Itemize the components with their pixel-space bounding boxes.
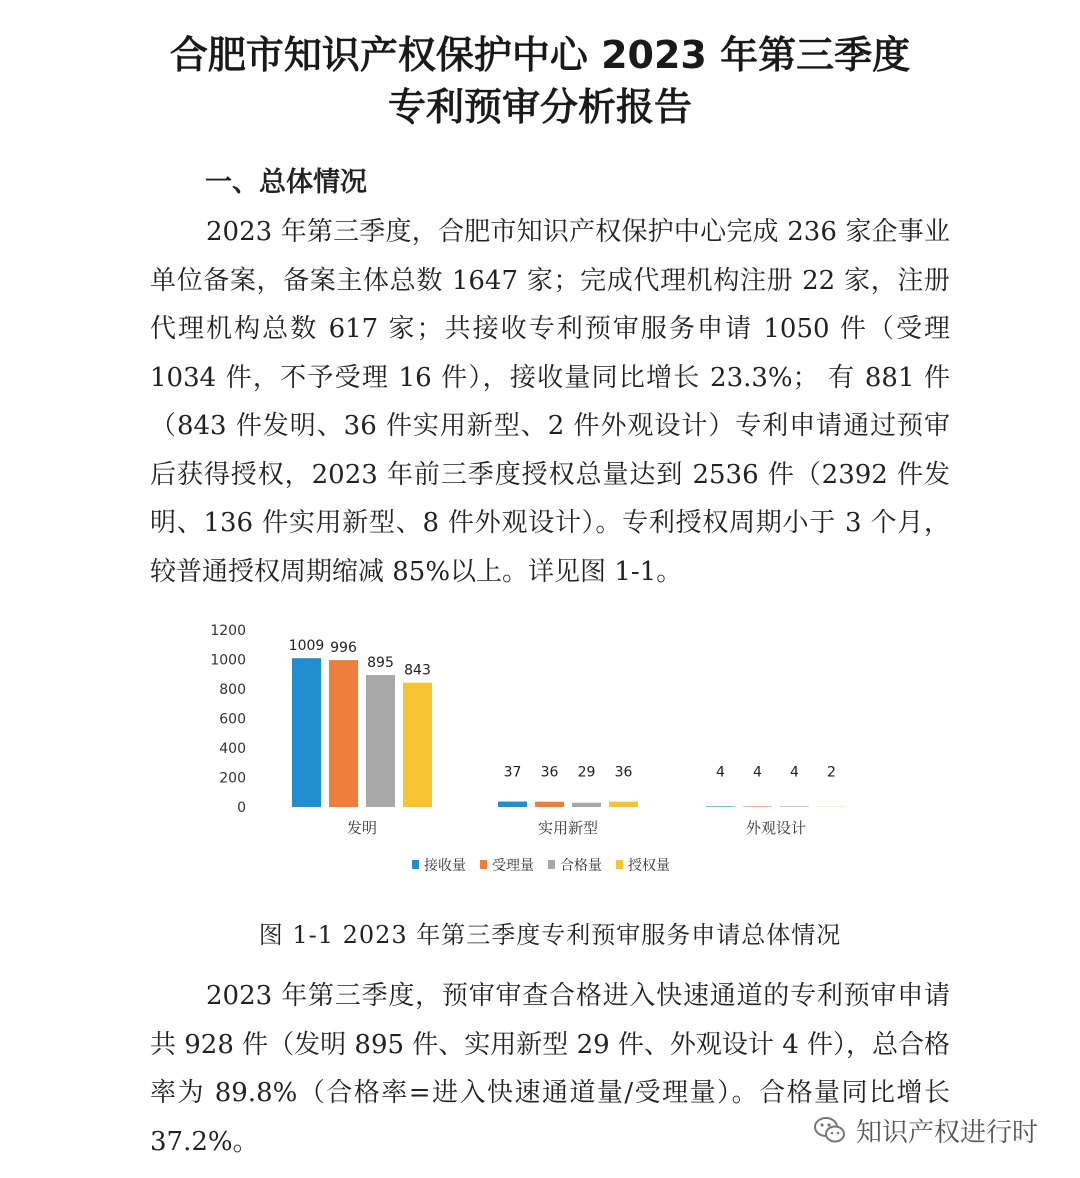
bar (366, 675, 395, 807)
legend-label: 受理量 (492, 858, 534, 874)
watermark-text: 知识产权进行时 (856, 1117, 1039, 1148)
bar (292, 658, 321, 807)
legend-swatch (480, 860, 487, 869)
figure-caption: 图 1-1 2023 年第三季度专利预审服务申请总体情况 (258, 921, 842, 949)
bar (498, 802, 527, 807)
data-label: 36 (614, 764, 633, 781)
bar (780, 806, 809, 807)
document-title-line2: 专利预审分析报告 (387, 85, 692, 129)
data-label: 2 (827, 764, 836, 781)
y-tick-label: 1000 (210, 652, 246, 669)
bar (403, 683, 432, 807)
y-tick-label: 400 (219, 741, 246, 757)
data-label: 996 (330, 640, 357, 657)
y-tick-label: 1200 (210, 623, 246, 639)
legend-label: 合格量 (560, 858, 602, 874)
legend-swatch (548, 860, 555, 869)
wechat-icon (812, 1112, 848, 1148)
x-tick-label: 实用新型 (537, 819, 599, 837)
bar (535, 802, 564, 807)
data-label: 4 (753, 764, 762, 781)
legend-swatch (412, 860, 419, 869)
bar (572, 803, 601, 807)
x-tick-label: 外观设计 (745, 819, 807, 837)
y-axis (210, 623, 246, 816)
x-axis (347, 819, 806, 837)
data-label: 843 (404, 662, 431, 679)
bar (329, 660, 358, 807)
data-label: 36 (540, 764, 559, 781)
paragraph-overview: 2023 年第三季度，合肥市知识产权保护中心完成 236 家企事业单位备案，备案主体总数 1647 家；完成代理机构注册 22 家，注册代理机构总数 617 家；共接收专利预审服务申请 1050 件（受理 1034 件，不予受理 16 件），接收量同比增长 23.3%； 有 881 件（843 件发明、36 件实用新型、2 件外观设计）专利申请通过预审后获得授权，2023 年前三季度授权总量达到 2536 件（2392 件发明、136 件实用新型、8 件外观设计）。专利授权周期小于 3 个月，较普通授权周期缩减 85%以上。详见图 1-1。 (150, 217, 950, 587)
y-tick-label: 0 (237, 800, 246, 816)
data-label: 4 (790, 764, 799, 781)
data-label: 37 (503, 764, 522, 781)
legend-swatch (616, 860, 623, 869)
document-title-line1: 合肥市知识产权保护中心 2023 年第三季度 (169, 33, 911, 77)
bar (609, 802, 638, 807)
y-tick-label: 200 (219, 770, 246, 787)
data-label: 4 (716, 764, 725, 781)
data-label: 895 (367, 654, 394, 671)
data-label: 1009 (288, 638, 325, 655)
x-tick-label: 发明 (346, 819, 378, 837)
legend (412, 857, 670, 874)
bar (706, 806, 735, 807)
y-tick-label: 600 (219, 711, 246, 728)
watermark (812, 1108, 1038, 1152)
bar (743, 806, 772, 807)
section-heading: 一、总体情况 (205, 167, 367, 198)
data-label: 29 (577, 764, 596, 781)
y-tick-label: 800 (219, 682, 246, 698)
legend-label: 授权量 (628, 858, 670, 874)
bar-chart (200, 615, 880, 880)
paragraph-fast-track: 2023 年第三季度，预审审查合格进入快速通道的专利预审申请共 928 件（发明 895 件、实用新型 29 件、外观设计 4 件），总合格率为 89.8%（合格率=进入快速通道量/受理量）。合格量同比增长 37.2%。 (150, 981, 950, 1157)
bars (289, 638, 846, 807)
legend-label: 接收量 (424, 858, 466, 874)
